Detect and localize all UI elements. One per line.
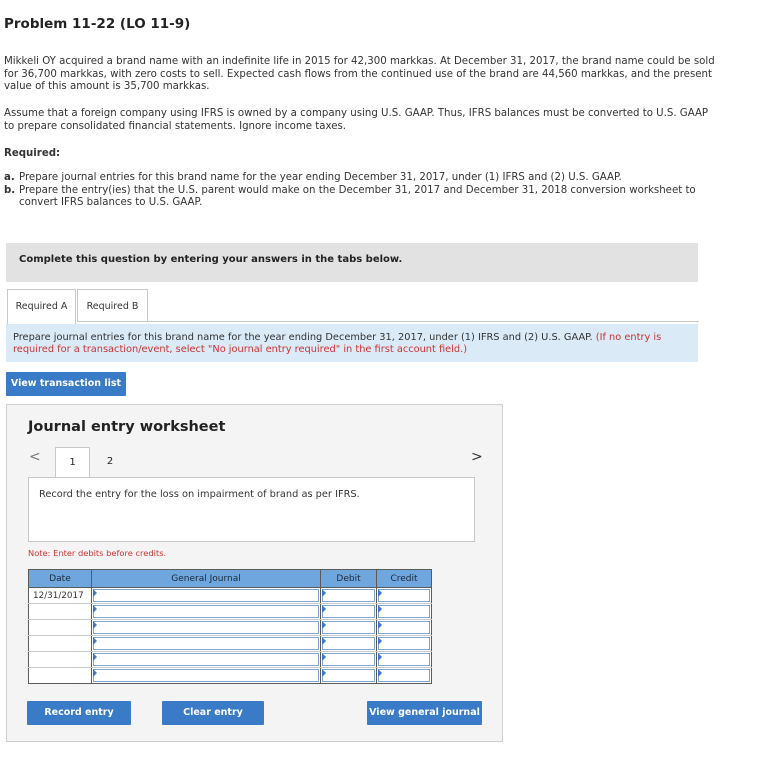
column-header-credit: Credit: [377, 570, 432, 588]
input-marker-icon: [378, 637, 382, 645]
credit-input[interactable]: [377, 668, 432, 684]
debit-input[interactable]: [321, 588, 377, 604]
date-cell: [29, 636, 92, 652]
date-cell: [29, 604, 92, 620]
debit-input[interactable]: [321, 604, 377, 620]
view-transaction-list-button[interactable]: View transaction list: [6, 372, 126, 396]
date-cell: [29, 652, 92, 668]
dropdown-marker-icon: [93, 669, 97, 677]
account-input[interactable]: [92, 620, 321, 636]
date-cell: [29, 620, 92, 636]
dropdown-marker-icon: [93, 589, 97, 597]
dropdown-marker-icon: [93, 637, 97, 645]
table-row: [29, 588, 432, 604]
worksheet-title: Journal entry worksheet: [28, 419, 226, 435]
input-marker-icon: [378, 653, 382, 661]
column-header-debit: Debit: [321, 570, 377, 588]
requirement-a: [4, 172, 719, 185]
credit-input[interactable]: [377, 604, 432, 620]
requirement-b-text: Prepare the entry(ies) that the U.S. parent would make on the December 31, 2017 and December 31, 2018 conversion worksheet to convert IFRS balances to U.S. GAAP.: [19, 184, 696, 209]
input-marker-icon: [378, 589, 382, 597]
account-input[interactable]: [92, 652, 321, 668]
table-row: [29, 620, 432, 636]
input-marker-icon: [322, 621, 326, 629]
input-marker-icon: [322, 669, 326, 677]
account-input[interactable]: [92, 604, 321, 620]
journal-entry-worksheet: [6, 404, 503, 742]
dropdown-marker-icon: [93, 653, 97, 661]
requirement-b-label: b.: [4, 184, 16, 196]
problem-paragraph-2: Assume that a foreign company using IFRS is owned by a company using U.S. GAAP. Thus, IFRS balances must be converted to U.S. GAAP to prepare consolidated financial statements. Ignore income taxes.: [4, 108, 709, 132]
input-marker-icon: [322, 589, 326, 597]
tab-required-a[interactable]: Required A: [7, 289, 76, 324]
requirement-a-text: Prepare journal entries for this brand name for the year ending December 31, 2017, under (1) IFRS and (2) U.S. GAAP.: [19, 172, 622, 183]
debit-input[interactable]: [321, 620, 377, 636]
account-input[interactable]: [92, 668, 321, 684]
complete-prompt-text: Complete this question by entering your answers in the tabs below.: [19, 254, 403, 265]
page-tab-2[interactable]: 2: [106, 456, 114, 467]
dropdown-marker-icon: [93, 605, 97, 613]
debit-credit-note: Note: Enter debits before credits.: [28, 548, 167, 558]
table-row: [29, 604, 432, 620]
page-tab-1[interactable]: 1: [55, 447, 90, 478]
entry-description: Record the entry for the loss on impairment of brand as per IFRS.: [39, 489, 360, 500]
column-header-general-journal: General Journal: [92, 570, 321, 588]
column-header-date: Date: [29, 570, 92, 588]
clear-entry-button[interactable]: Clear entry: [162, 701, 264, 725]
input-marker-icon: [378, 605, 382, 613]
credit-input[interactable]: [377, 588, 432, 604]
date-cell: [29, 668, 92, 684]
input-marker-icon: [322, 653, 326, 661]
page-title: Problem 11-22 (LO 11-9): [4, 16, 191, 32]
required-heading: Required:: [4, 148, 61, 159]
requirement-b: [4, 185, 719, 210]
entry-description-box: [28, 477, 475, 542]
journal-table: [28, 569, 432, 684]
input-marker-icon: [322, 605, 326, 613]
date-cell: 12/31/2017: [29, 588, 92, 604]
requirement-a-label: a.: [4, 172, 15, 183]
input-marker-icon: [378, 621, 382, 629]
chevron-left-icon[interactable]: <: [29, 449, 41, 465]
record-entry-button[interactable]: Record entry: [27, 701, 131, 725]
account-input[interactable]: [92, 588, 321, 604]
problem-paragraph-1: Mikkeli OY acquired a brand name with an indefinite life in 2015 for 42,300 markkas. At December 31, 2017, the brand name could be sold for 36,700 markkas, with zero costs to sell. Expected cash flows from the continued use of the brand are 44,560 markkas, and the present value of this amount is 35,700 markkas.: [4, 56, 715, 93]
debit-input[interactable]: [321, 652, 377, 668]
account-input[interactable]: [92, 636, 321, 652]
credit-input[interactable]: [377, 636, 432, 652]
dropdown-marker-icon: [93, 621, 97, 629]
tab-divider: [148, 321, 699, 322]
view-general-journal-button[interactable]: View general journal: [367, 701, 482, 725]
tab-required-b[interactable]: Required B: [77, 289, 148, 322]
input-marker-icon: [378, 669, 382, 677]
input-marker-icon: [322, 637, 326, 645]
instruction-text: Prepare journal entries for this brand name for the year ending December 31, 2017, under (1) IFRS and (2) U.S. GAAP.: [13, 332, 593, 343]
debit-input[interactable]: [321, 636, 377, 652]
instruction-banner: [6, 324, 698, 362]
complete-prompt-banner: [6, 243, 698, 282]
chevron-right-icon[interactable]: >: [471, 449, 483, 465]
instruction-note: (If no entry is required for a transaction/event, select "No journal entry required" in the first account field.): [13, 332, 662, 356]
table-row: [29, 668, 432, 684]
credit-input[interactable]: [377, 620, 432, 636]
requirements-list: [4, 172, 719, 210]
journal-header-row: [29, 570, 432, 588]
debit-input[interactable]: [321, 668, 377, 684]
table-row: [29, 636, 432, 652]
credit-input[interactable]: [377, 652, 432, 668]
instruction-text-block: [13, 332, 693, 357]
table-row: [29, 652, 432, 668]
